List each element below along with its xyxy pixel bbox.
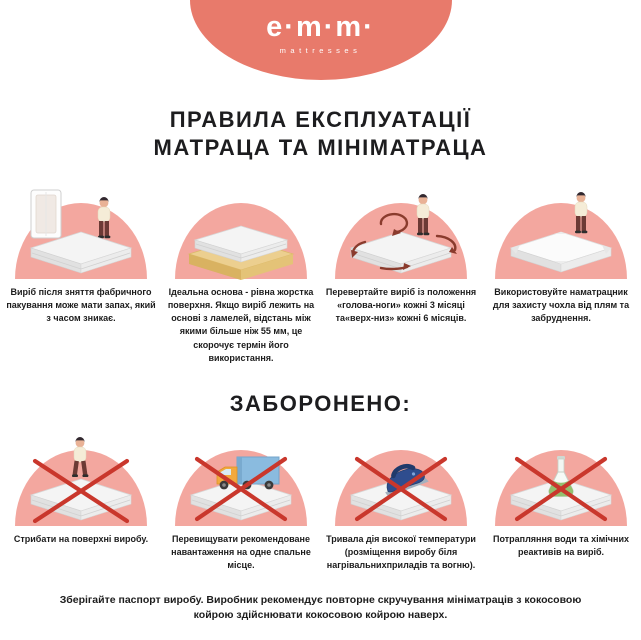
no-heat-illustration [321,423,481,528]
rule-card-unpacking [1,176,161,364]
ban-card-jumping [1,423,161,572]
ban-card-liquids [481,423,641,572]
mattress-on-rigid-base-illustration [161,176,321,281]
ban-caption: Тривала дія високої температури (розміщення виробу біля нагрівальнихприладів та вогню). [326,533,476,570]
footer-note: Зберігайте паспорт виробу. Виробник рекомендує повторне скручування мініматраців з кокосовою койрою здійснювати кокосовою койрою наверх. [59,593,582,622]
ban-caption: Перевищувати рекомендоване навантаження на одне спальне місце. [171,533,311,570]
rule-card-protector [481,176,641,364]
mattress-protector-illustration [481,176,641,281]
page-title [0,106,641,162]
ban-caption: Потрапляння води та хімічних реактивів на виріб. [493,533,629,557]
ban-card-heat [321,423,481,572]
ban-card-overload [161,423,321,572]
rule-caption: Виріб після зняття фабричного пакування може мати запах, який з часом зникає. [6,287,156,324]
no-overload-illustration [161,423,321,528]
rule-caption: Ідеальна основа - рівна жорстка поверхня. Якщо виріб лежить на основі з ламелей, відстань між якими більше ніж 55 мм, це скорочує термін його використання. [167,287,315,363]
mattress-rotate-illustration [321,176,481,281]
rules-row [0,176,641,364]
mattress-unpacking-illustration [1,176,161,281]
brand-logo: e·m·m· [266,11,375,43]
page-title-line2: МАТРАЦА ТА МІНІМАТРАЦА [153,135,488,161]
packaging-film-icon [31,190,61,238]
page-title-line1: ПРАВИЛА ЕКСПЛУАТАЦІЇ [169,107,472,132]
prohibited-row [0,423,641,572]
rule-caption: Використовуйте наматрацник для захисту чохла від плям та забруднення. [492,287,630,324]
brand-header-dome [190,0,452,80]
prohibited-heading: ЗАБОРОНЕНО: [229,390,412,416]
brand-tagline: mattresses [279,46,362,55]
rule-card-rigid-base [161,176,321,364]
no-liquids-illustration [481,423,641,528]
rule-card-rotate [321,176,481,364]
ban-caption: Стрибати на поверхні виробу. [13,533,149,544]
no-jumping-illustration [1,423,161,528]
rule-caption: Перевертайте виріб із положення «голова-ноги» кожні 3 місяці та«верх-низ» кожні 6 місяців. [325,287,477,324]
